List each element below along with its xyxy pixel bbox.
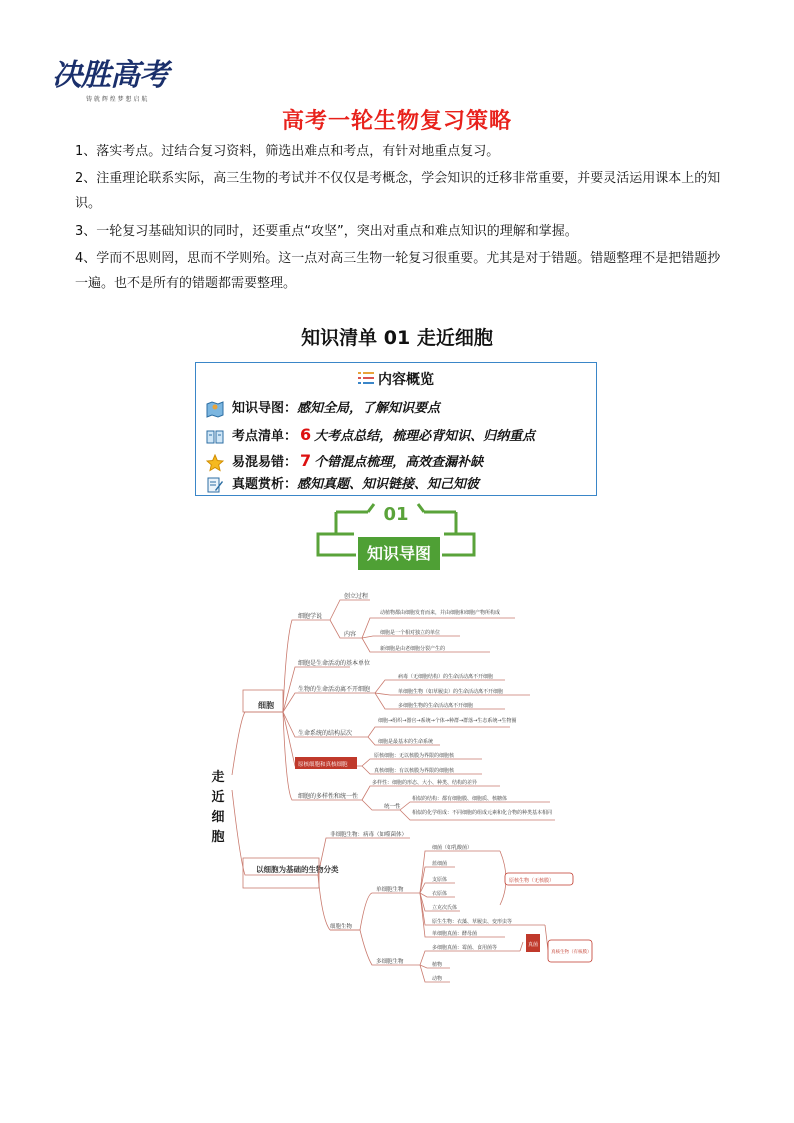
node-content-2: 细胞是一个相对独立的单位	[380, 630, 441, 636]
node-animals: 动物	[432, 976, 443, 982]
mindmap-labels	[256, 592, 592, 982]
mindmap-root: 走 近 细 胞	[211, 770, 225, 845]
node-classification: 以细胞为基础的生物分类	[256, 865, 339, 874]
node-content-1: 动植物都由细胞发育而来，并由细胞和细胞产物所构成	[380, 610, 501, 616]
node-unity-2: 相似的化学组成：不同细胞的组成元素和化合物的种类基本相同	[412, 810, 553, 816]
node-single-cell: 单细胞生物（如草履虫）的生命活动离不开细胞	[398, 689, 504, 695]
overview-row-checklist: 考点清单： 6 大考点总结，梳理必背知识、归纳重点	[206, 424, 535, 446]
node-chlamydia: 衣原体	[432, 891, 448, 897]
node-pro-euk: 原核细胞和真核细胞	[298, 762, 348, 768]
tag-prokaryote: 原核生物（无核膜）	[509, 878, 555, 884]
node-mycoplasma: 支原体	[432, 877, 448, 883]
node-bacteria: 细菌（如乳酸菌）	[432, 845, 473, 851]
banner-label: 知识导图	[358, 537, 440, 570]
node-unicellular: 单细胞生物	[376, 887, 404, 893]
node-levels-chain: 细胞→组织→器官→系统→个体→种群→群落→生态系统→生物圈	[378, 718, 517, 724]
node-cell: 细胞	[258, 701, 274, 710]
node-basic-unit: 细胞是生命活动的基本单位	[298, 660, 371, 667]
strategy-item-1: 1、落实考点。过结合复习资料，筛选出难点和考点，有针对地重点复习。	[75, 144, 500, 159]
node-diversity: 细胞的多样性和统一性	[298, 793, 359, 800]
node-content: 内容	[344, 631, 357, 638]
node-levels-basic: 细胞是最基本的生命系统	[378, 739, 434, 745]
strategy-item-4: 4、学而不思则罔，思而不学则殆。这一点对高三生物一轮复习很重要。尤其是对于错题。错题整理不是把错题抄一遍。也不是所有的错题都需要整理。	[75, 251, 721, 291]
tag-eukaryote: 真核生物（有核膜）	[551, 950, 592, 955]
logo-text: 决胜高考	[52, 58, 168, 93]
node-multicellular: 多细胞生物	[376, 959, 404, 965]
node-unity: 统一性	[384, 804, 401, 810]
node-plants: 植物	[432, 962, 443, 968]
node-prokaryote: 原核细胞：无以核膜为界限的细胞核	[374, 753, 455, 759]
strategy-item-3: 3、一轮复习基础知识的同时，还要重点“攻坚”，突出对重点和难点知识的理解和掌握。	[75, 224, 578, 239]
node-cellular: 细胞生物	[330, 924, 353, 930]
node-non-cellular: 非细胞生物：病毒（如噬菌体）	[330, 832, 408, 838]
tag-fungi: 真菌	[528, 942, 539, 948]
node-life-activity: 生物的生命活动离不开细胞	[298, 686, 371, 693]
node-multi-cell: 多细胞生物的生命活动离不开细胞	[398, 703, 474, 709]
overview-row-exam: 真题赏析：感知真题、知识链接、知己知彼	[206, 474, 479, 496]
node-molds: 多细胞真菌：霉菌、食用菌等	[432, 945, 498, 951]
section-title: 知识清单 01 走近细胞	[301, 327, 493, 349]
node-eukaryote: 真核细胞：有以核膜为界限的细胞核	[374, 768, 455, 774]
node-yeast: 单细胞真菌：酵母菌	[432, 931, 478, 937]
page-title: 高考一轮生物复习策略	[281, 109, 512, 134]
node-content-3: 新细胞是由老细胞分裂产生的	[380, 646, 446, 652]
node-founding: 创立过程	[344, 593, 369, 600]
node-unity-1: 相似的结构：都有细胞膜、细胞质、核糖体	[412, 796, 508, 802]
banner-number: 01	[383, 504, 409, 525]
node-virus: 病毒（无细胞结构）的生命活动离不开细胞	[398, 674, 494, 680]
node-diversity-a: 多样性：细胞的形态、大小、种类、结构的差异	[372, 780, 478, 786]
logo-subtitle: 铸 就 辉 煌 梦 想 启 航	[86, 96, 148, 103]
overview-row-errors: 易混易错： 7 个错混点梳理，高效查漏补缺	[206, 450, 483, 472]
node-protists: 原生生物：衣藻、草履虫、变形虫等	[432, 919, 513, 925]
node-rickettsia: 立克次氏体	[432, 905, 458, 911]
overview-row-mindmap: 知识导图：感知全局，了解知识要点	[206, 398, 440, 420]
overview-heading: 内容概览	[378, 372, 434, 388]
node-cell-theory: 细胞学说	[298, 613, 323, 620]
node-cyanobacteria: 蓝细菌	[432, 861, 448, 867]
strategy-item-2: 2、注重理论联系实际，高三生物的考试并不仅仅是考概念，学会知识的迁移非常重要，并要灵活运用课本上的知识。	[75, 171, 721, 211]
node-levels: 生命系统的结构层次	[298, 730, 353, 737]
